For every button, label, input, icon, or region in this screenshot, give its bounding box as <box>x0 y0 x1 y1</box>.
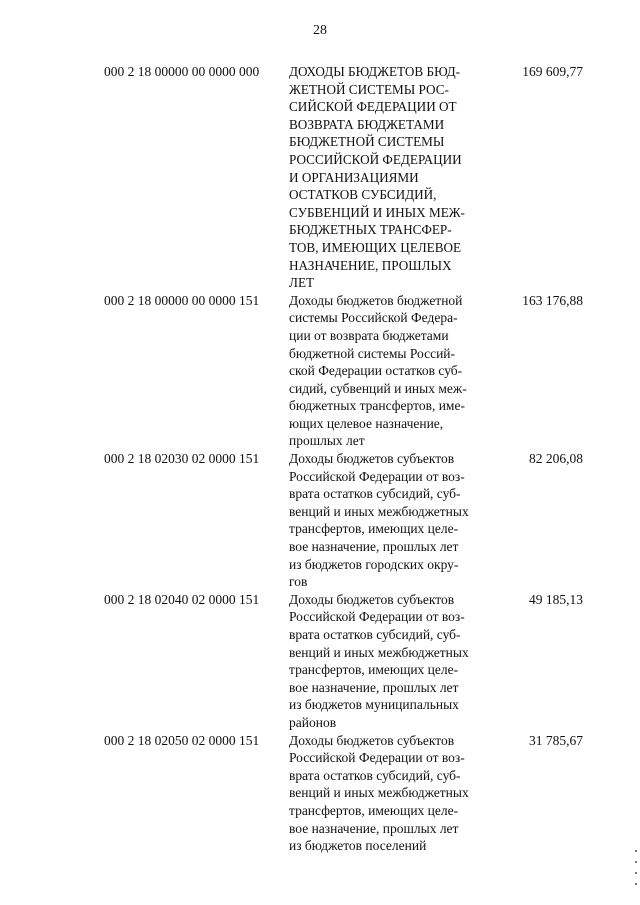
budget-classification-code: 000 2 18 02040 02 0000 151 <box>104 591 260 607</box>
table-row <box>0 450 640 591</box>
description-line: трансфертов, имеющих целе- <box>289 662 459 678</box>
revenue-description <box>289 63 494 292</box>
description-line: Доходы бюджетов субъектов <box>289 591 455 607</box>
amount-value: 163 176,88 <box>522 292 583 308</box>
description-line: врата остатков субсидий, суб- <box>289 486 461 502</box>
description-line: из бюджетов муниципальных <box>289 697 459 713</box>
amount-value: 82 206,08 <box>529 451 583 467</box>
description-line: ЖЕТНОЙ СИСТЕМЫ РОС- <box>289 81 449 97</box>
description-line: БЮДЖЕТНОЙ СИСТЕМЫ <box>289 134 445 150</box>
table-row <box>0 591 640 732</box>
description-line: Российской Федерации от воз- <box>289 468 465 484</box>
description-line: трансфертов, имеющих целе- <box>289 521 459 537</box>
description-line: венций и иных межбюджетных <box>289 785 469 801</box>
description-line: вое назначение, прошлых лет <box>289 820 459 836</box>
budget-classification-code: 000 2 18 00000 00 0000 000 <box>104 64 260 79</box>
description-line: районов <box>289 714 337 730</box>
table-row <box>0 63 640 292</box>
amount-value: 169 609,77 <box>522 64 583 79</box>
description-line: бюджетных трансфертов, име- <box>289 398 465 414</box>
description-line: И ОРГАНИЗАЦИЯМИ <box>289 169 419 185</box>
description-line: ЛЕТ <box>289 275 315 291</box>
description-line: трансфертов, имеющих целе- <box>289 802 459 818</box>
budget-classification-code: 000 2 18 02050 02 0000 151 <box>104 732 260 748</box>
description-line: ОСТАТКОВ СУБСИДИЙ, <box>289 187 437 203</box>
revenue-table <box>0 63 640 855</box>
description-line: СУБВЕНЦИЙ И ИНЫХ МЕЖ- <box>289 204 465 220</box>
description-line: вое назначение, прошлых лет <box>289 539 459 555</box>
page-number: 28 <box>313 23 327 38</box>
description-line: системы Российской Федера- <box>289 310 458 326</box>
description-line: врата остатков субсидий, суб- <box>289 627 461 642</box>
description-line: Российской Федерации от воз- <box>289 609 465 625</box>
description-line: Доходы бюджетов субъектов <box>289 732 455 748</box>
description-line: врата остатков субсидий, суб- <box>289 767 461 783</box>
description-line: Доходы бюджетов субъектов <box>289 451 455 467</box>
description-line: из бюджетов поселений <box>289 838 427 854</box>
table-row <box>0 732 640 855</box>
description-line: венций и иных межбюджетных <box>289 644 469 660</box>
revenue-description <box>289 292 494 450</box>
revenue-description <box>289 450 494 591</box>
description-line: РОССИЙСКОЙ ФЕДЕРАЦИИ <box>289 151 462 167</box>
description-line: ской Федерации остатков суб- <box>289 363 463 379</box>
description-line: прошлых лет <box>289 433 365 449</box>
revenue-description <box>289 591 494 732</box>
description-line: ТОВ, ИМЕЮЩИХ ЦЕЛЕВОЕ <box>289 239 462 255</box>
description-line: ДОХОДЫ БЮДЖЕТОВ БЮД- <box>289 64 461 79</box>
description-line: СИЙСКОЙ ФЕДЕРАЦИИ ОТ <box>289 99 457 115</box>
description-line: БЮДЖЕТНЫХ ТРАНСФЕР- <box>289 222 452 238</box>
description-line: Российской Федерации от воз- <box>289 750 465 766</box>
description-line: бюджетной системы Россий- <box>289 345 456 361</box>
amount-value: 49 185,13 <box>529 591 583 607</box>
budget-classification-code: 000 2 18 02030 02 0000 151 <box>104 451 260 467</box>
budget-classification-code: 000 2 18 00000 00 0000 151 <box>104 292 260 308</box>
revenue-description <box>289 732 494 855</box>
description-line: ющих целевое назначение, <box>289 415 444 431</box>
description-line: ции от возврата бюджетами <box>289 327 449 343</box>
scan-edge-marks <box>635 850 638 900</box>
description-line: Доходы бюджетов бюджетной <box>289 292 463 308</box>
description-line: гов <box>289 574 308 590</box>
description-line: НАЗНАЧЕНИЕ, ПРОШЛЫХ <box>289 257 452 273</box>
description-line: вое назначение, прошлых лет <box>289 679 459 695</box>
amount-value: 31 785,67 <box>529 732 583 748</box>
description-line: сидий, субвенций и иных меж- <box>289 380 467 396</box>
description-line: из бюджетов городских окру- <box>289 556 459 572</box>
description-line: ВОЗВРАТА БЮДЖЕТАМИ <box>289 116 445 132</box>
description-line: венций и иных межбюджетных <box>289 503 469 519</box>
table-row <box>0 292 640 450</box>
